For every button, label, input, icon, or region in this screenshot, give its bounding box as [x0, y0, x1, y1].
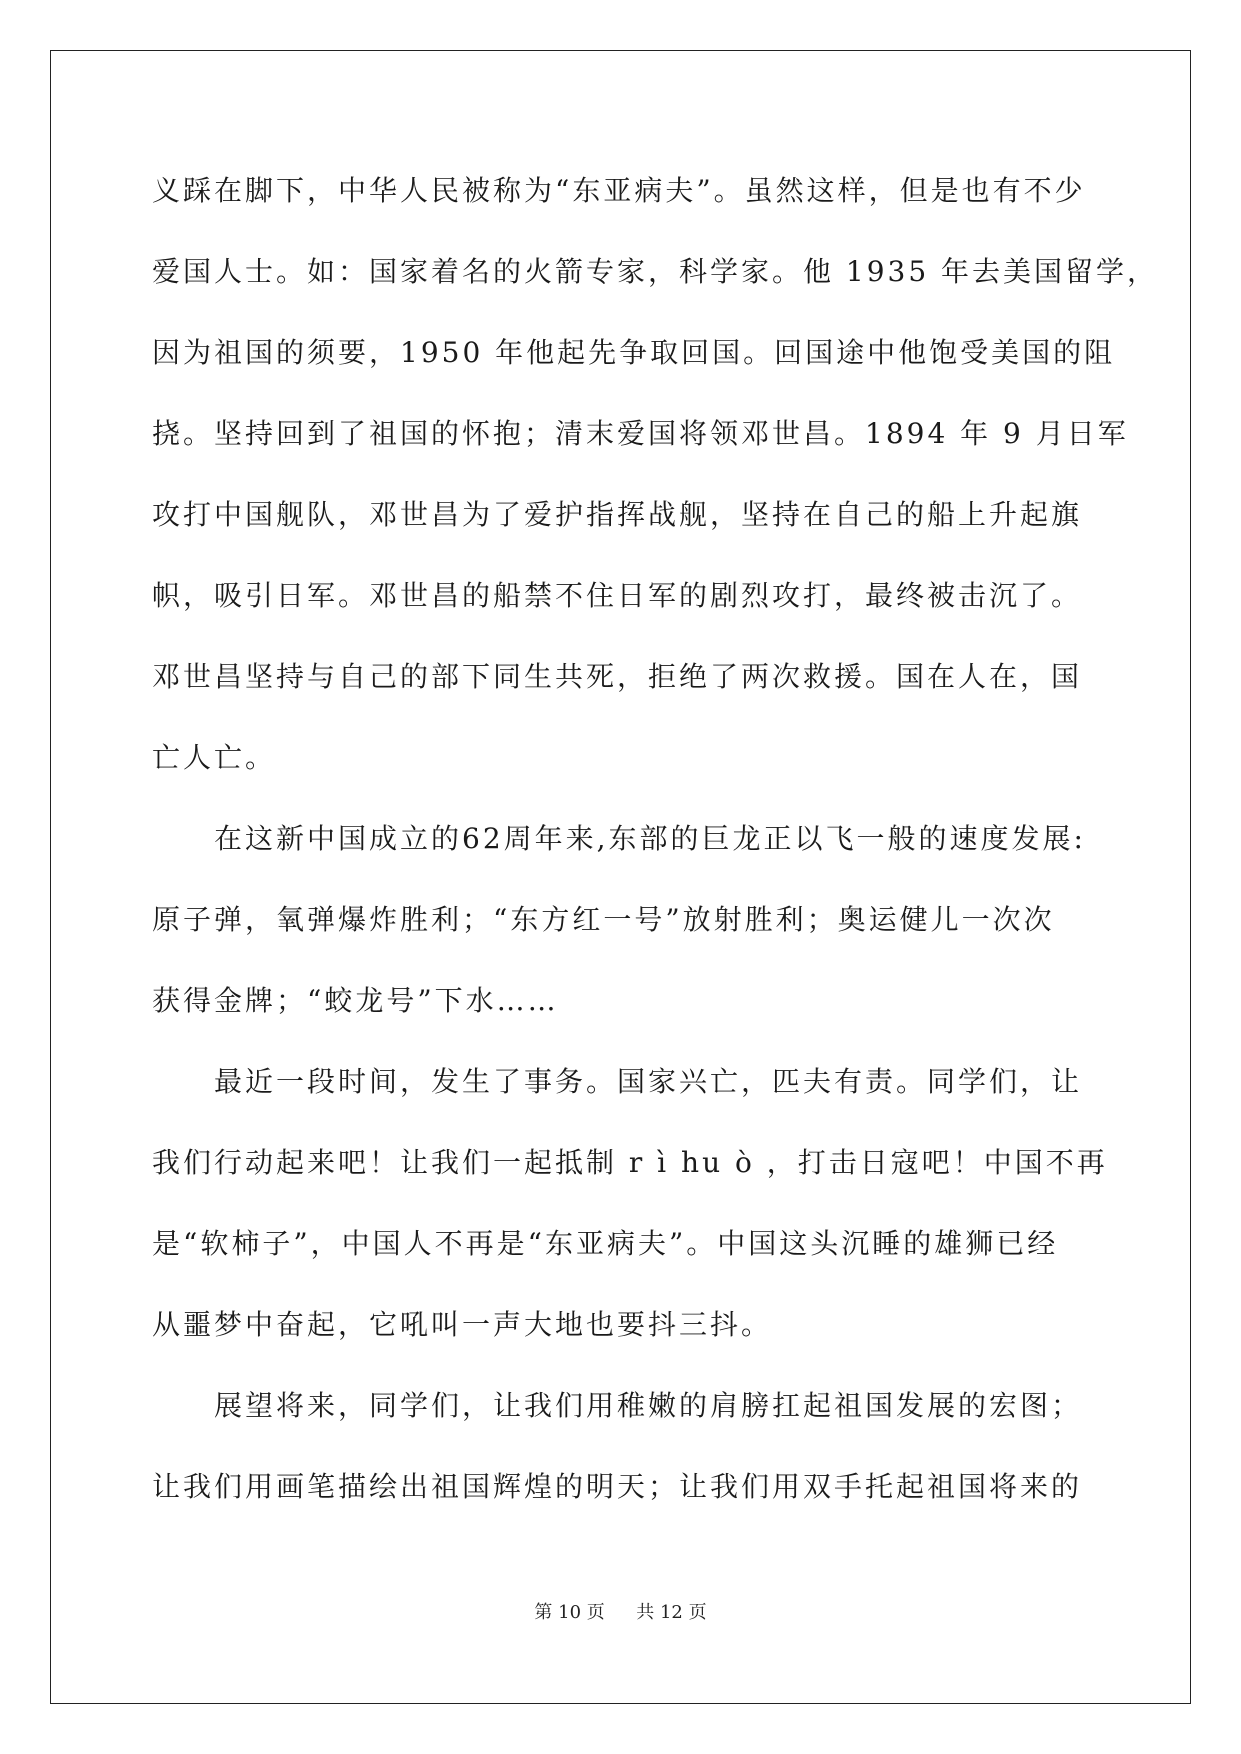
text-line: 攻打中国舰队，邓世昌为了爱护指挥战舰，坚持在自己的船上升起旗	[152, 498, 1083, 531]
text-line: 最近一段时间，发生了事务。国家兴亡，匹夫有责。同学们，让	[214, 1065, 1083, 1098]
text-line: 爱国人士。如：国家着名的火箭专家，科学家。他 1935 年去美国留学，	[152, 255, 1159, 288]
text-line: 义踩在脚下，中华人民被称为“东亚病夫”。虽然这样，但是也有不少	[152, 174, 1086, 207]
text-line: 在这新中国成立的62周年来,东部的巨龙正以飞一般的速度发展:	[214, 822, 1086, 855]
page-number: 第 10 页	[534, 1602, 605, 1623]
text-line: 是“软柿子”，中国人不再是“东亚病夫”。中国这头沉睡的雄狮已经	[152, 1227, 1059, 1260]
page-footer	[0, 1598, 1241, 1624]
text-line: 邓世昌坚持与自己的部下同生共死，拒绝了两次救援。国在人在，国	[152, 660, 1083, 693]
text-line: 获得金牌；“蛟龙号”下水……	[152, 984, 559, 1017]
text-line: 亡人亡。	[152, 741, 277, 774]
page-total: 共 12 页	[636, 1602, 707, 1623]
text-line: 帜，吸引日军。邓世昌的船禁不住日军的剧烈攻打，最终被击沉了。	[152, 579, 1083, 612]
document-body	[152, 150, 1159, 1527]
text-line: 让我们用画笔描绘出祖国辉煌的明天；让我们用双手托起祖国将来的	[152, 1470, 1083, 1503]
paragraph	[152, 1365, 1112, 1527]
text-line: 展望将来，同学们，让我们用稚嫩的肩膀扛起祖国发展的宏图；	[214, 1389, 1083, 1422]
paragraph	[152, 798, 1112, 1041]
text-line: 原子弹，氧弹爆炸胜利；“东方红一号”放射胜利；奥运健儿一次次	[152, 903, 1055, 936]
text-line: 挠。坚持回到了祖国的怀抱；清末爱国将领邓世昌。1894 年 9 月日军	[152, 417, 1129, 450]
paragraph	[152, 1041, 1112, 1365]
text-line: 我们行动起来吧！让我们一起抵制 r ì hu ò ，打击日寇吧！中国不再	[152, 1146, 1108, 1179]
text-line: 从噩梦中奋起，它吼叫一声大地也要抖三抖。	[152, 1308, 773, 1341]
text-line: 因为祖国的须要，1950 年他起先争取回国。回国途中他饱受美国的阻	[152, 336, 1116, 369]
paragraph	[152, 150, 1159, 798]
